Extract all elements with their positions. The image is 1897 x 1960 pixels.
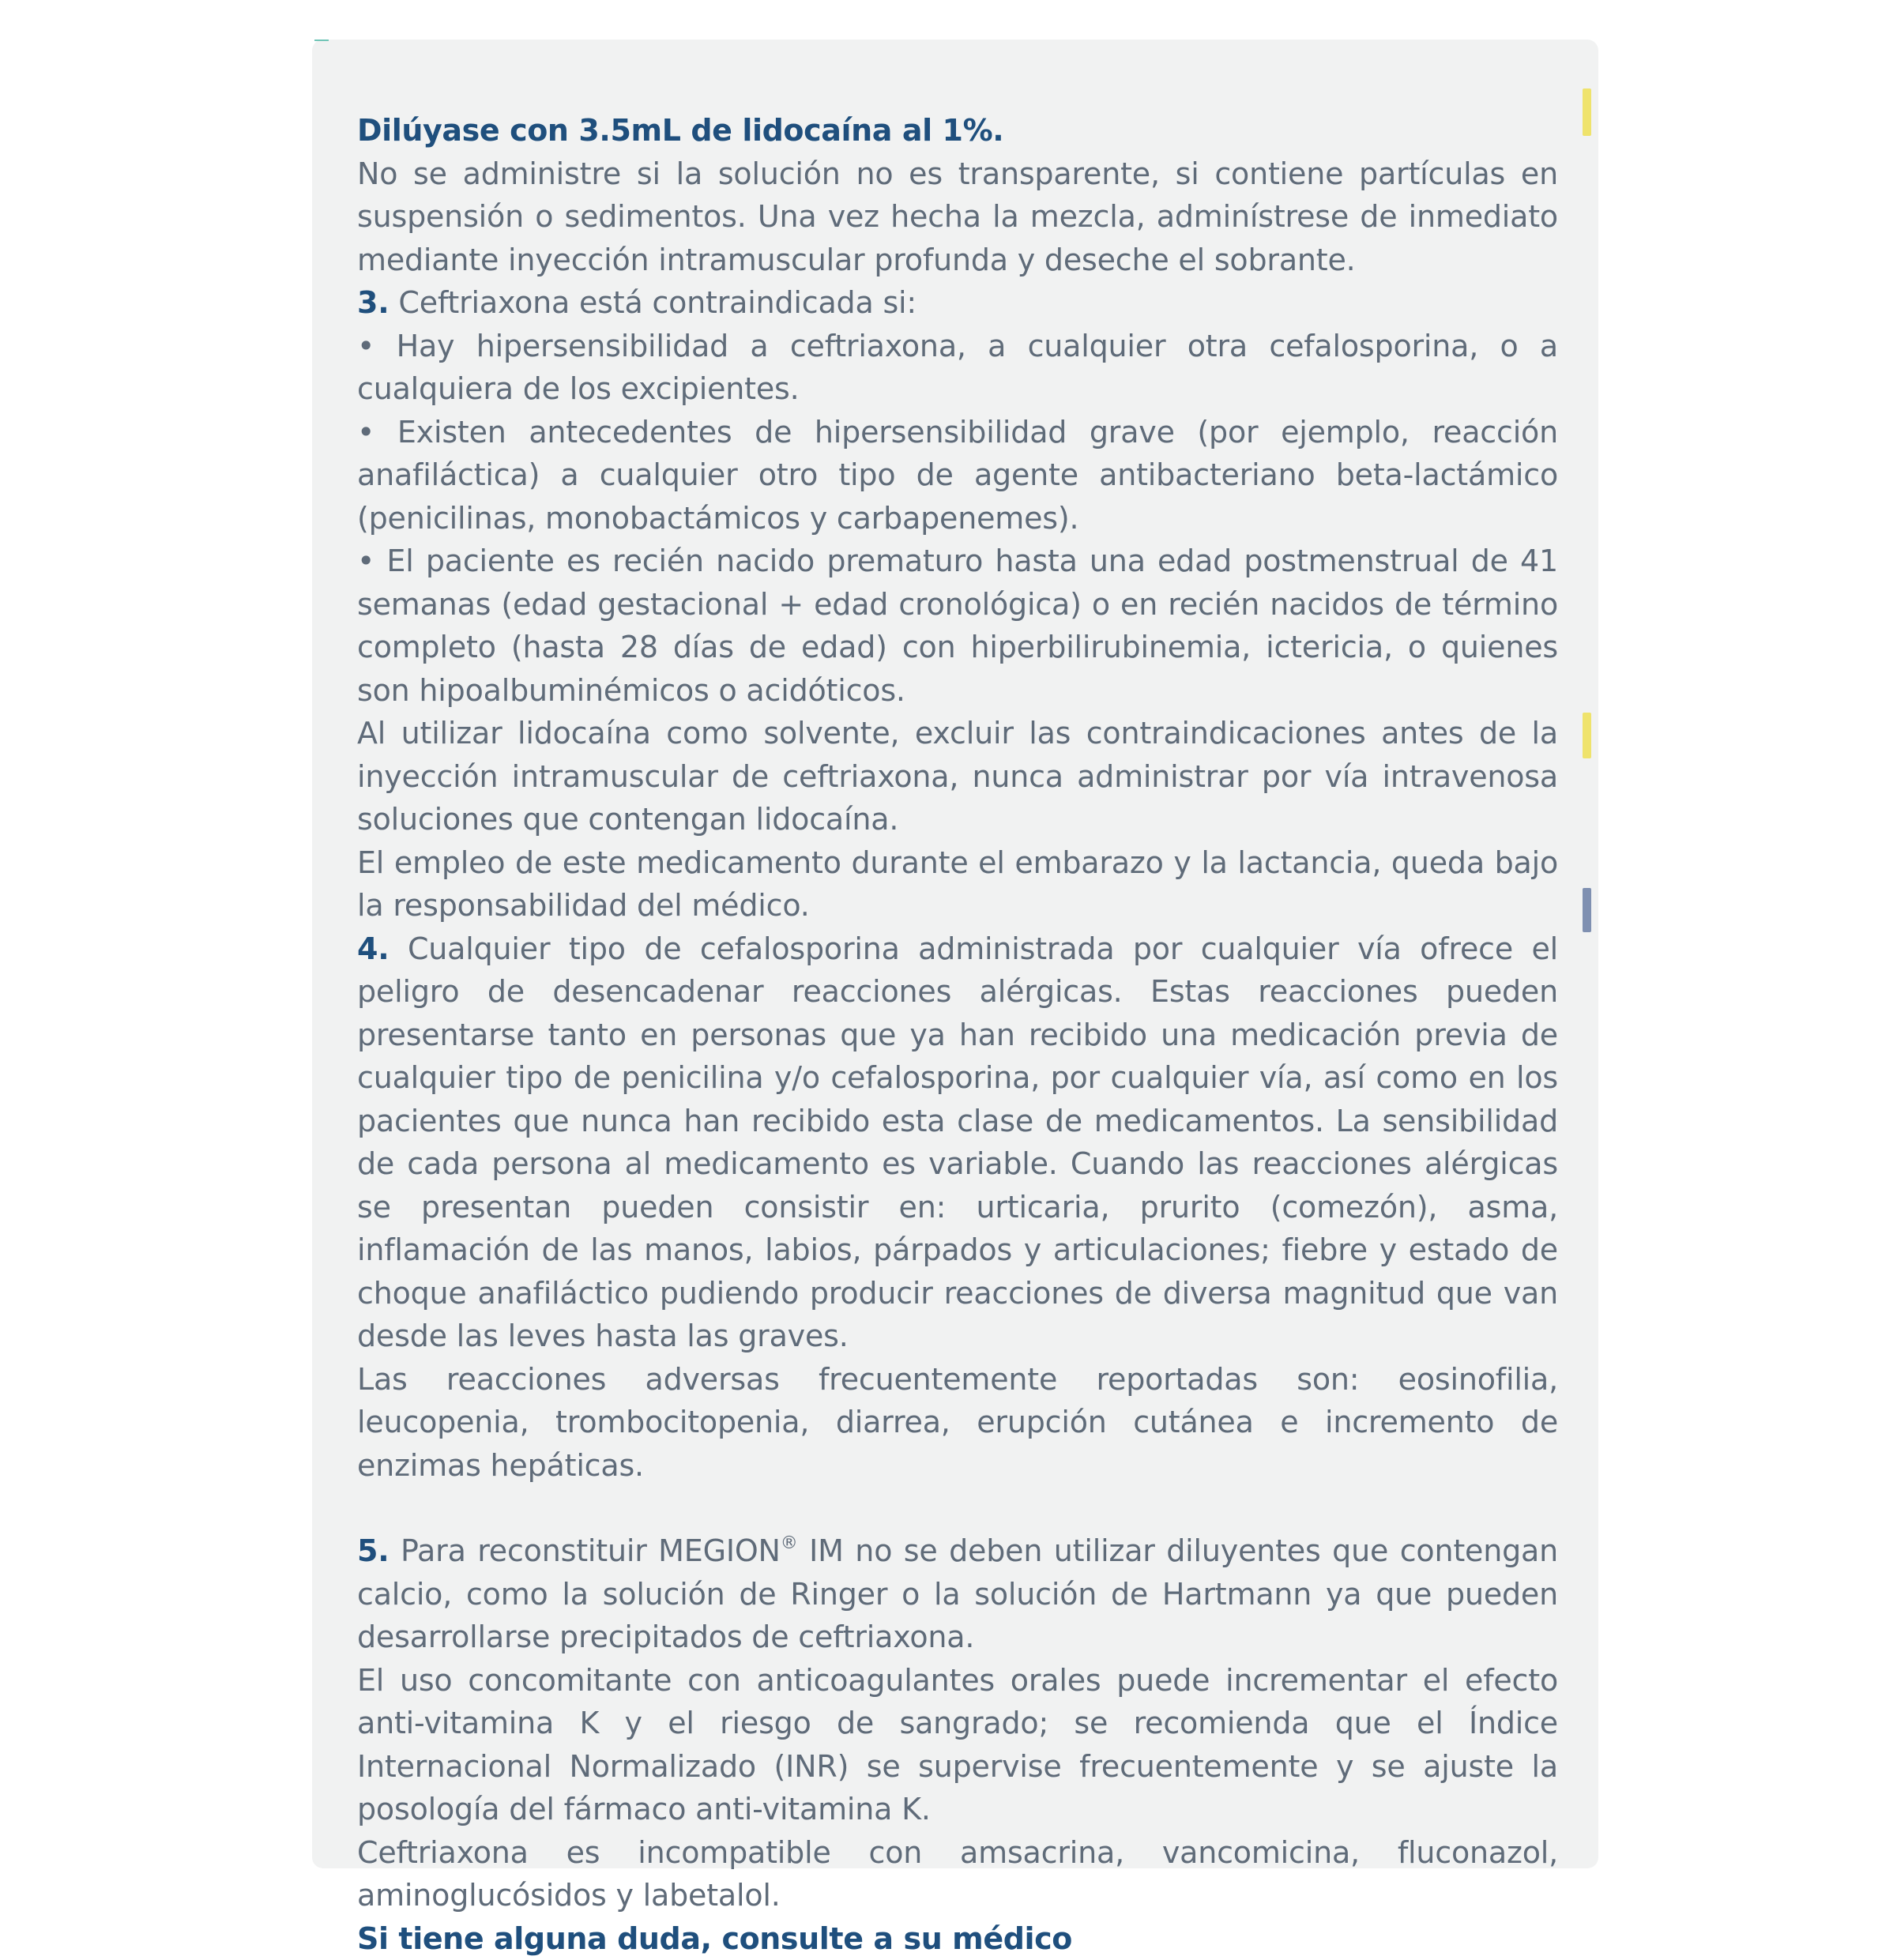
edge-color-mark-blue (1583, 888, 1591, 932)
contraindication-bullet: • Hay hipersensibilidad a ceftriaxona, a cualquier otra cefalosporina, o a cualquiera de los excipientes. (357, 325, 1558, 411)
section-number: 4. (357, 931, 389, 966)
section-spacer (357, 1487, 1558, 1529)
intro-paragraph: No se administre si la solución no es transparente, si contiene partículas en suspensión o sedimentos. Una vez hecha la mezcla, adminístrese de inmediato mediante inyección intramuscular profunda y deseche el sobrante. (357, 152, 1558, 282)
closing-advice: Si tiene alguna duda, consulte a su médico (357, 1917, 1558, 1960)
leaflet-text (357, 109, 1558, 1960)
edge-color-mark-yellow (1583, 88, 1591, 136)
section-5-paragraph: 5. Para reconstituir MEGION® IM no se deben utilizar diluyentes que contengan calcio, como la solución de Ringer o la solución de Hartmann ya que pueden desarrollarse precipitados de ceftriaxona. (357, 1529, 1558, 1659)
incompatibility-note: Ceftriaxona es incompatible con amsacrina, vancomicina, fluconazol, aminoglucósidos y labetalol. (357, 1831, 1558, 1917)
edge-color-mark-yellow (1583, 713, 1591, 758)
lidocaine-note: Al utilizar lidocaína como solvente, excluir las contraindicaciones antes de la inyección intramuscular de ceftriaxona, nunca administrar por vía intravenosa soluciones que contengan lidocaína. (357, 712, 1558, 841)
section-3-title: 3. Ceftriaxona está contraindicada si: (357, 281, 1558, 325)
corner-mark (314, 40, 329, 41)
section-4-paragraph: 4. Cualquier tipo de cefalosporina administrada por cualquier vía ofrece el peligro de desencadenar reacciones alérgicas. Estas reacciones pueden presentarse tanto en personas que ya han recibido una medicación previa de cualquier tipo de penicilina y/o cefalosporina, por cualquier vía, así como en los pacientes que nunca han recibido esta clase de medicamentos. La sensibilidad de cada persona al medicamento es variable. Cuando las reacciones alérgicas se presentan pueden consistir en: urticaria, prurito (comezón), asma, inflamación de las manos, labios, párpados y articulaciones; fiebre y estado de choque anafiláctico pudiendo producir reacciones de diversa magnitud que van desde las leves hasta las graves. (357, 927, 1558, 1358)
anticoagulant-note: El uso concomitante con anticoagulantes orales puede incrementar el efecto anti-vitamina K y el riesgo de sangrado; se recomienda que el Índice Internacional Normalizado (INR) se supervise frecuentemente y se ajuste la posología del fármaco anti-vitamina K. (357, 1659, 1558, 1831)
contraindication-bullet: • Existen antecedentes de hipersensibilidad grave (por ejemplo, reacción anafiláctica) a cualquier otro tipo de agente antibacteriano beta-lactámico (penicilinas, monobactámicos y carbapenemes). (357, 411, 1558, 540)
registered-mark: ® (781, 1533, 798, 1553)
contraindication-bullet: • El paciente es recién nacido prematuro hasta una edad postmenstrual de 41 semanas (edad gestacional + edad cronológica) o en recién nacidos de término completo (hasta 28 días de edad) con hiperbilirubinemia, ictericia, o quienes son hipoalbuminémicos o acidóticos. (357, 540, 1558, 712)
dilution-heading: Dilúyase con 3.5mL de lidocaína al 1%. (357, 109, 1558, 152)
section-number: 3. (357, 285, 389, 320)
section-number: 5. (357, 1533, 389, 1568)
adverse-reactions: Las reacciones adversas frecuentemente reportadas son: eosinofilia, leucopenia, trombocitopenia, diarrea, erupción cutánea e incremento de enzimas hepáticas. (357, 1358, 1558, 1488)
pregnancy-note: El empleo de este medicamento durante el embarazo y la lactancia, queda bajo la responsabilidad del médico. (357, 841, 1558, 927)
